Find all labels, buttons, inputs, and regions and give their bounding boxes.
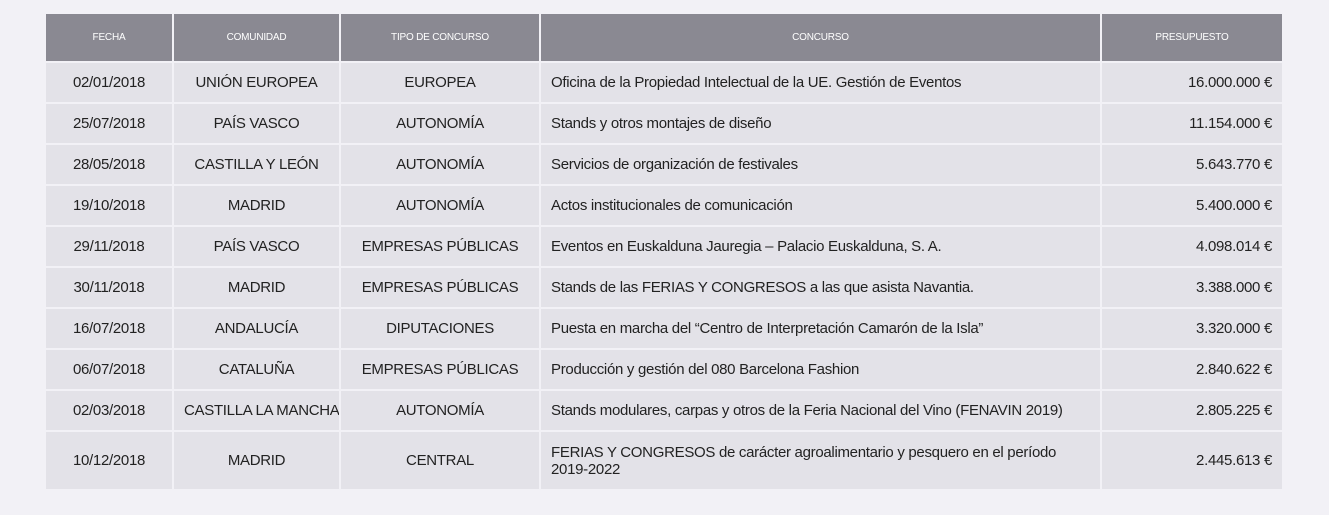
cell-presupuesto: 2.445.613 € xyxy=(1102,430,1282,489)
cell-comunidad: MADRID xyxy=(174,184,341,225)
table-row xyxy=(46,389,1282,430)
cell-presupuesto: 4.098.014 € xyxy=(1102,225,1282,266)
cell-concurso: FERIAS Y CONGRESOS de carácter agroalimentario y pesquero en el período 2019-2022 xyxy=(541,430,1102,489)
cell-tipo: AUTONOMÍA xyxy=(341,184,541,225)
cell-concurso: Servicios de organización de festivales xyxy=(541,143,1102,184)
cell-fecha: 30/11/2018 xyxy=(46,266,174,307)
cell-presupuesto: 3.388.000 € xyxy=(1102,266,1282,307)
cell-presupuesto: 2.840.622 € xyxy=(1102,348,1282,389)
cell-fecha: 06/07/2018 xyxy=(46,348,174,389)
cell-tipo: EMPRESAS PÚBLICAS xyxy=(341,225,541,266)
cell-comunidad: ANDALUCÍA xyxy=(174,307,341,348)
header-tipo: TIPO DE CONCURSO xyxy=(341,14,541,61)
cell-concurso: Actos institucionales de comunicación xyxy=(541,184,1102,225)
cell-presupuesto: 5.643.770 € xyxy=(1102,143,1282,184)
cell-fecha: 29/11/2018 xyxy=(46,225,174,266)
cell-comunidad: MADRID xyxy=(174,266,341,307)
cell-concurso: Producción y gestión del 080 Barcelona Fashion xyxy=(541,348,1102,389)
cell-fecha: 02/01/2018 xyxy=(46,61,174,102)
table-row xyxy=(46,266,1282,307)
table-row xyxy=(46,61,1282,102)
cell-fecha: 28/05/2018 xyxy=(46,143,174,184)
cell-tipo: EMPRESAS PÚBLICAS xyxy=(341,266,541,307)
table-row xyxy=(46,348,1282,389)
contracts-table xyxy=(46,14,1282,489)
cell-tipo: AUTONOMÍA xyxy=(341,143,541,184)
table-row xyxy=(46,184,1282,225)
cell-concurso: Stands de las FERIAS Y CONGRESOS a las que asista Navantia. xyxy=(541,266,1102,307)
cell-presupuesto: 3.320.000 € xyxy=(1102,307,1282,348)
contracts-table-container xyxy=(46,14,1282,489)
cell-tipo: AUTONOMÍA xyxy=(341,102,541,143)
cell-tipo: CENTRAL xyxy=(341,430,541,489)
cell-concurso: Oficina de la Propiedad Intelectual de la UE. Gestión de Eventos xyxy=(541,61,1102,102)
cell-tipo: AUTONOMÍA xyxy=(341,389,541,430)
cell-fecha: 16/07/2018 xyxy=(46,307,174,348)
cell-fecha: 25/07/2018 xyxy=(46,102,174,143)
cell-fecha: 02/03/2018 xyxy=(46,389,174,430)
cell-presupuesto: 11.154.000 € xyxy=(1102,102,1282,143)
cell-concurso: Stands modulares, carpas y otros de la Feria Nacional del Vino (FENAVIN 2019) xyxy=(541,389,1102,430)
cell-presupuesto: 16.000.000 € xyxy=(1102,61,1282,102)
table-row xyxy=(46,225,1282,266)
table-row xyxy=(46,102,1282,143)
table-row xyxy=(46,307,1282,348)
cell-concurso: Stands y otros montajes de diseño xyxy=(541,102,1102,143)
cell-tipo: EUROPEA xyxy=(341,61,541,102)
cell-comunidad: UNIÓN EUROPEA xyxy=(174,61,341,102)
cell-concurso: Puesta en marcha del “Centro de Interpretación Camarón de la Isla” xyxy=(541,307,1102,348)
cell-tipo: DIPUTACIONES xyxy=(341,307,541,348)
cell-concurso: Eventos en Euskalduna Jauregia – Palacio Euskalduna, S. A. xyxy=(541,225,1102,266)
header-comunidad: COMUNIDAD xyxy=(174,14,341,61)
cell-tipo: EMPRESAS PÚBLICAS xyxy=(341,348,541,389)
table-row xyxy=(46,430,1282,489)
cell-comunidad: PAÍS VASCO xyxy=(174,102,341,143)
cell-comunidad: CASTILLA Y LEÓN xyxy=(174,143,341,184)
cell-comunidad: MADRID xyxy=(174,430,341,489)
header-fecha: FECHA xyxy=(46,14,174,61)
cell-comunidad: CASTILLA LA MANCHA xyxy=(174,389,341,430)
table-header-row xyxy=(46,14,1282,61)
cell-presupuesto: 5.400.000 € xyxy=(1102,184,1282,225)
cell-presupuesto: 2.805.225 € xyxy=(1102,389,1282,430)
header-concurso: CONCURSO xyxy=(541,14,1102,61)
cell-fecha: 19/10/2018 xyxy=(46,184,174,225)
cell-comunidad: CATALUÑA xyxy=(174,348,341,389)
header-presupuesto: PRESUPUESTO xyxy=(1102,14,1282,61)
cell-comunidad: PAÍS VASCO xyxy=(174,225,341,266)
table-row xyxy=(46,143,1282,184)
cell-fecha: 10/12/2018 xyxy=(46,430,174,489)
